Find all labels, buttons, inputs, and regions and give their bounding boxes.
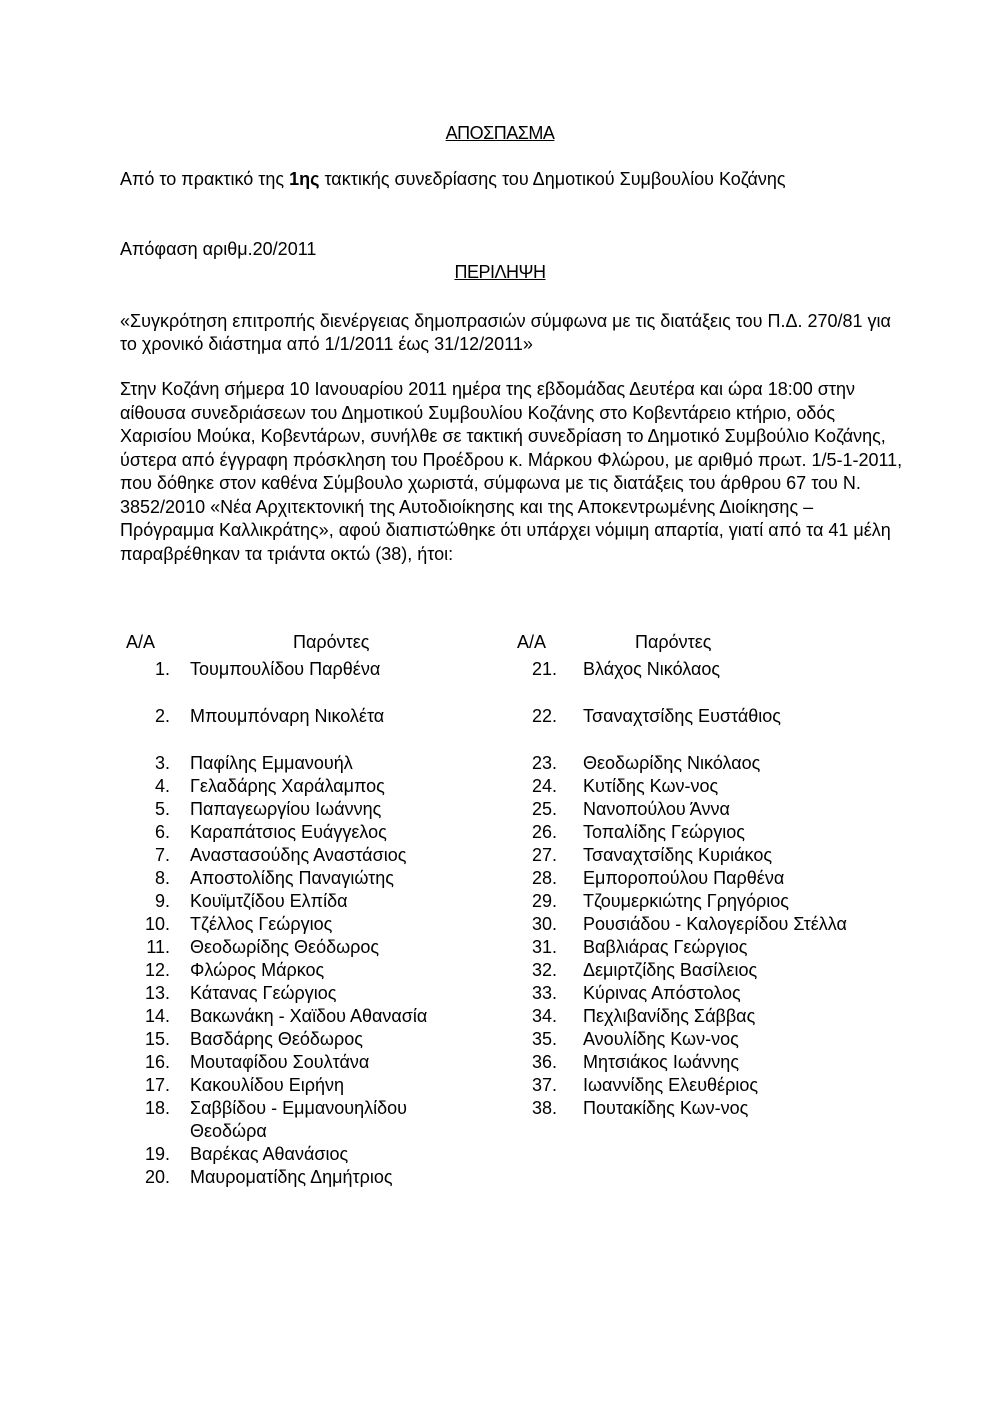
attendees-list-right <box>505 658 905 1120</box>
attendee-name: Βακωνάκη - Χαϊδου Αθανασία <box>190 1006 428 1026</box>
attendee-row <box>505 936 905 959</box>
attendee-name: Πουτακίδης Κων-νος <box>583 1098 749 1118</box>
attendee-row <box>118 1028 518 1051</box>
attendee-number: 18. <box>144 1098 170 1118</box>
attendee-number: 7. <box>154 845 170 865</box>
attendee-row <box>505 1028 905 1051</box>
attendees-list-left <box>118 658 518 1189</box>
attendee-name: Αποστολίδης Παναγιώτης <box>190 868 394 888</box>
attendee-name: Φλώρος Μάρκος <box>190 960 325 980</box>
attendee-name: Θεοδωρίδης Θεόδωρος <box>190 937 380 957</box>
attendee-row <box>118 1166 518 1189</box>
row-spacer <box>118 728 518 752</box>
attendee-name: Βαβλιάρας Γεώργιος <box>583 937 748 957</box>
decision-number: Απόφαση αριθμ.20/2011 <box>120 239 317 259</box>
attendee-name: Παπαγεωργίου Ιωάννης <box>190 799 382 819</box>
attendee-number: 38. <box>531 1098 557 1118</box>
subject-text: «Συγκρότηση επιτροπής διενέργειας δημοπρασιών σύμφωνα με τις διατάξεις του Π.Δ. 270/81 για το χρονικό διάστημα από 1/1/2011 έως 31/12/2011» <box>120 311 891 354</box>
attendee-number: 25. <box>531 799 557 819</box>
attendee-name: Κυτίδης Κων-νος <box>583 776 719 796</box>
attendee-number: 5. <box>154 799 170 819</box>
attendee-number: 26. <box>531 822 557 842</box>
attendee-name: Παφίλης Εμμανουήλ <box>190 753 353 773</box>
attendee-row <box>505 821 905 844</box>
number-header: Α/Α <box>517 632 547 652</box>
attendee-name: Κακουλίδου Ειρήνη <box>190 1075 344 1095</box>
attendee-name: Αναστασούδης Αναστάσιος <box>190 845 407 865</box>
attendee-name: Τσαναχτσίδης Ευστάθιος <box>583 706 781 726</box>
attendee-row <box>118 1051 518 1074</box>
attendee-number: 20. <box>144 1167 170 1187</box>
attendee-number: 10. <box>144 914 170 934</box>
attendee-row <box>118 890 518 913</box>
attendee-number: 12. <box>144 960 170 980</box>
attendee-name: Βαρέκας Αθανάσιος <box>190 1144 349 1164</box>
attendee-row <box>505 752 905 775</box>
attendee-row <box>118 821 518 844</box>
subject-heading: ΠΕΡΙΛΗΨΗ <box>454 262 546 282</box>
attendee-row <box>118 1005 518 1028</box>
attendee-row <box>505 959 905 982</box>
attendee-name: Κουϊμτζίδου Ελπίδα <box>190 891 348 911</box>
attendee-row <box>505 798 905 821</box>
present-header: Παρόντες <box>635 632 712 652</box>
attendee-number: 36. <box>531 1052 557 1072</box>
attendee-number: 16. <box>144 1052 170 1072</box>
attendee-row <box>118 775 518 798</box>
attendee-row <box>505 1051 905 1074</box>
attendee-row <box>118 913 518 936</box>
attendee-row <box>118 936 518 959</box>
attendee-name: Θεοδωρίδης Νικόλαος <box>583 753 761 773</box>
attendee-name: Τουμπουλίδου Παρθένα <box>190 659 381 679</box>
attendee-name: Πεχλιβανίδης Σάββας <box>583 1006 756 1026</box>
attendee-number: 30. <box>531 914 557 934</box>
attendee-row <box>505 867 905 890</box>
attendees-column-left <box>118 632 518 1189</box>
attendee-row <box>505 705 905 728</box>
attendee-row <box>118 844 518 867</box>
attendee-row <box>118 752 518 775</box>
attendee-number: 17. <box>144 1075 170 1095</box>
attendee-row <box>505 913 905 936</box>
attendee-name: Ανουλίδης Κων-νος <box>583 1029 739 1049</box>
attendee-name: Ιωαννίδης Ελευθέριος <box>583 1075 758 1095</box>
attendee-number: 2. <box>154 706 170 726</box>
row-spacer <box>505 728 905 752</box>
attendee-name: Τοπαλίδης Γεώργιος <box>583 822 745 842</box>
attendee-number: 21. <box>531 659 557 679</box>
attendee-name: Δεμιρτζίδης Βασίλειος <box>583 960 758 980</box>
row-spacer <box>118 681 518 705</box>
attendee-name: Μπουμπόναρη Νικολέτα <box>190 706 385 726</box>
attendee-row <box>505 982 905 1005</box>
attendee-number: 1. <box>154 659 170 679</box>
row-spacer <box>505 681 905 705</box>
attendee-row <box>118 867 518 890</box>
attendee-name: Μουταφίδου Σουλτάνα <box>190 1052 370 1072</box>
attendee-row <box>118 1074 518 1097</box>
attendee-number: 35. <box>531 1029 557 1049</box>
session-number: 1ης <box>289 169 320 189</box>
intro-line <box>120 168 910 191</box>
attendee-number: 11. <box>146 937 170 957</box>
attendee-name: Εμποροπούλου Παρθένα <box>583 868 785 888</box>
attendee-number: 19. <box>144 1144 170 1164</box>
attendee-name: Μητσιάκος Ιωάννης <box>583 1052 739 1072</box>
attendee-row <box>118 1097 518 1143</box>
attendee-number: 24. <box>531 776 557 796</box>
number-header: Α/Α <box>126 632 156 652</box>
attendee-number: 34. <box>531 1006 557 1026</box>
attendee-name: Σαββίδου - Εμμανουηλίδου Θεοδώρα <box>190 1098 408 1141</box>
attendee-name: Μαυροματίδης Δημήτριος <box>190 1167 393 1187</box>
attendee-name: Γελαδάρης Χαράλαμπος <box>190 776 385 796</box>
attendee-row <box>505 844 905 867</box>
attendee-row <box>505 1005 905 1028</box>
intro-suffix: τακτικής συνεδρίασης του Δημοτικού Συμβουλίου Κοζάνης <box>319 169 786 189</box>
attendee-number: 22. <box>531 706 557 726</box>
column-header <box>505 632 905 658</box>
attendee-name: Ρουσιάδου - Καλογερίδου Στέλλα <box>583 914 847 934</box>
attendee-number: 3. <box>154 753 170 773</box>
attendee-row <box>505 775 905 798</box>
attendee-row <box>505 890 905 913</box>
attendee-number: 9. <box>154 891 170 911</box>
attendee-row <box>118 705 518 728</box>
attendee-name: Βλάχος Νικόλαος <box>583 659 721 679</box>
attendee-row <box>118 959 518 982</box>
body-paragraph: Στην Κοζάνη σήμερα 10 Ιανουαρίου 2011 ημέρα της εβδομάδας Δευτέρα και ώρα 18:00 στην αίθουσα συνεδριάσεων του Δημοτικού Συμβουλίου Κοζάνης στο Κοβεντάρειο κτήριο, οδός Χαρισίου Μούκα, Κοβεντάρων, συνήλθε σε τακτική συνεδρίαση το Δημοτικό Συμβούλιο Κοζάνης, ύστερα από έγγραφη πρόσκληση του Προέδρου κ. Μάρκου Φλώρου, με αριθμό πρωτ. 1/5-1-2011, που δόθηκε στον καθένα Σύμβουλο χωριστά, σύμφωνα με τις διατάξεις του άρθρου 67 του Ν. 3852/2010 «Νέα Αρχιτεκτονική της Αυτοδιοίκησης και της Αποκεντρωμένης Διοίκησης – Πρόγραμμα Καλλικράτης», αφού διαπιστώθηκε ότι υπάρχει νόμιμη απαρτία, γιατί από τα 41 μέλη παραβρέθηκαν τα τριάντα οκτώ (38), ήτοι: <box>120 379 903 564</box>
attendee-row <box>118 798 518 821</box>
attendee-number: 23. <box>531 753 557 773</box>
attendee-name: Κύρινας Απόστολος <box>583 983 741 1003</box>
attendee-number: 15. <box>144 1029 170 1049</box>
attendee-number: 14. <box>144 1006 170 1026</box>
attendee-name: Τζέλλος Γεώργιος <box>190 914 333 934</box>
attendee-name: Κάτανας Γεώργιος <box>190 983 337 1003</box>
attendee-name: Βασδάρης Θεόδωρος <box>190 1029 363 1049</box>
attendee-row <box>505 1097 905 1120</box>
attendee-number: 27. <box>531 845 557 865</box>
attendee-number: 29. <box>531 891 557 911</box>
attendee-number: 8. <box>154 868 170 888</box>
attendee-row <box>505 1074 905 1097</box>
column-header <box>118 632 518 658</box>
attendee-row <box>505 658 905 681</box>
attendee-number: 31. <box>531 937 557 957</box>
intro-prefix: Από το πρακτικό της <box>120 169 290 189</box>
attendee-name: Καραπάτσιος Ευάγγελος <box>190 822 387 842</box>
present-header: Παρόντες <box>293 632 370 652</box>
attendee-number: 6. <box>154 822 170 842</box>
attendee-name: Τσαναχτσίδης Κυριάκος <box>583 845 773 865</box>
attendee-number: 33. <box>531 983 557 1003</box>
attendees-column-right <box>505 632 905 1120</box>
attendee-row <box>118 982 518 1005</box>
attendee-name: Νανοπούλου Άννα <box>583 799 730 819</box>
attendee-row <box>118 1143 518 1166</box>
attendee-number: 13. <box>144 983 170 1003</box>
attendee-name: Τζουμερκιώτης Γρηγόριος <box>583 891 789 911</box>
attendee-number: 32. <box>531 960 557 980</box>
document-title: ΑΠΟΣΠΑΣΜΑ <box>445 123 555 143</box>
attendee-row <box>118 658 518 681</box>
attendee-number: 37. <box>531 1075 557 1095</box>
attendee-number: 28. <box>531 868 557 888</box>
attendee-number: 4. <box>154 776 170 796</box>
